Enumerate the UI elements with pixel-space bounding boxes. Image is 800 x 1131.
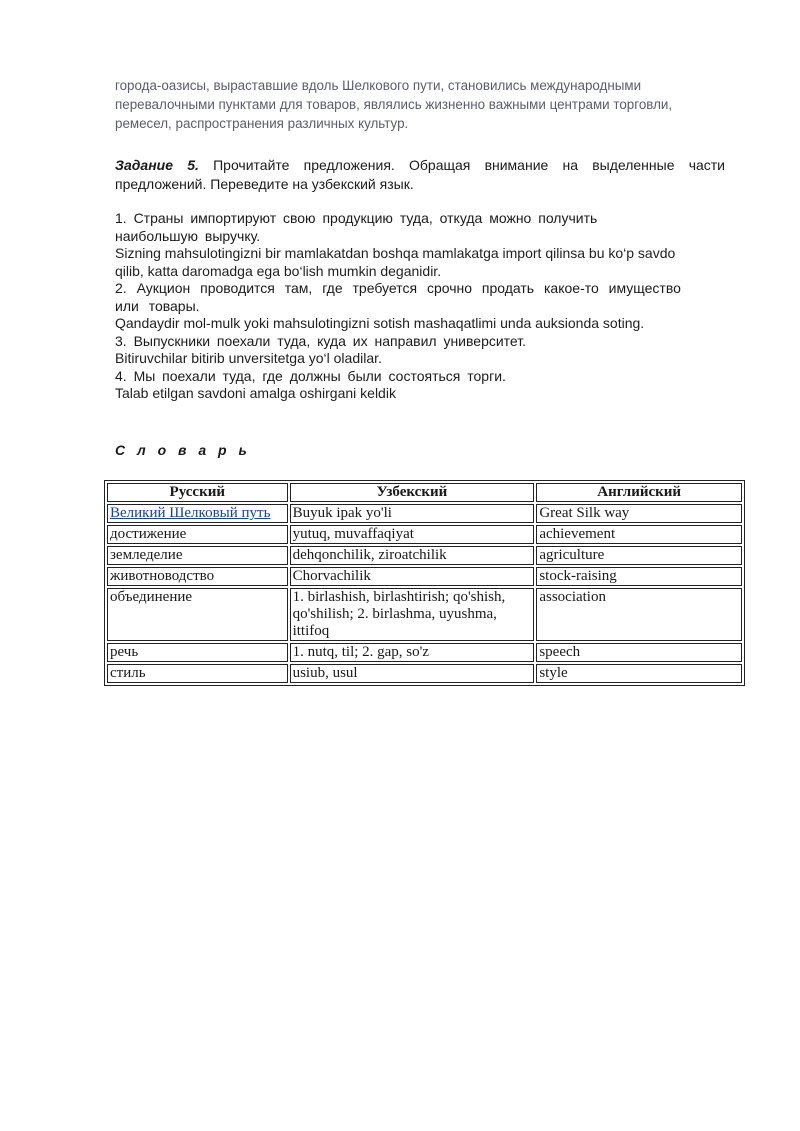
cell-russian: стиль (107, 664, 288, 683)
table-row (107, 588, 742, 641)
cell-uzbek: yutuq, muvaffaqiyat (290, 525, 535, 544)
table-row (107, 504, 742, 523)
table-row (107, 567, 742, 586)
vocabulary-table (104, 480, 745, 686)
cell-english: achievement (536, 525, 742, 544)
cell-english: agriculture (536, 546, 742, 565)
cell-russian[interactable] (107, 504, 288, 523)
column-header-english: Английский (536, 483, 742, 502)
cell-russian: животноводство (107, 567, 288, 586)
table-row (107, 643, 742, 662)
cell-english: stock-raising (536, 567, 742, 586)
table-row (107, 664, 742, 683)
task-heading (115, 156, 725, 194)
table-header-row (107, 483, 742, 502)
cell-english: speech (536, 643, 742, 662)
table-row (107, 525, 742, 544)
cell-uzbek: 1. nutq, til; 2. gap, so'z (290, 643, 535, 662)
intro-line: города-оазисы, выраставшие вдоль Шелкового пути, становились международными (115, 78, 642, 93)
sentence-1-uz-line-2: qilib, katta daromadga ega bo‘lish mumkin deganidir. (115, 262, 442, 279)
task-text: Прочитайте предложения. Обращая внимание на выделенные части предложений. Переведите на узбекский язык. (115, 157, 725, 192)
cell-english: association (536, 588, 742, 641)
cell-russian: речь (107, 643, 288, 662)
cell-uzbek: 1. birlashish, birlashtirish; qo'shish, qo'shilish; 2. birlashma, uyushma, ittifoq (290, 588, 535, 641)
cell-uzbek: usiub, usul (290, 664, 535, 683)
term-link[interactable]: Великий Шелковый путь (110, 505, 271, 521)
intro-line: ремесел, распространения различных культур. (115, 116, 409, 131)
cell-russian: земледелие (107, 546, 288, 565)
task-label: Задание 5. (115, 157, 199, 173)
intro-line: перевалочными пунктами для товаров, являлись жизненно важными центрами торговли, (115, 97, 673, 112)
sentence-2-uz: Qandaydir mol-mulk yoki mahsulotingizni sotish mashaqatlimi unda auksionda soting. (115, 315, 645, 331)
cell-uzbek: Buyuk ipak yo'li (290, 504, 535, 523)
cell-russian: достижение (107, 525, 288, 544)
sentence-4-ru: 4. Мы поехали туда, где должны были состояться торги. (115, 367, 506, 384)
cell-english: style (536, 664, 742, 683)
sentence-1-ru-line-2: наибольшую выручку. (115, 227, 261, 244)
sentence-3-ru: 3. Выпускники поехали туда, куда их направил университет. (115, 332, 527, 349)
cell-uzbek: Chorvachilik (290, 567, 535, 586)
table-row (107, 546, 742, 565)
sentence-list (115, 210, 740, 403)
sentence-4-uz: Talab etilgan savdoni amalga oshirgani keldik (115, 385, 396, 401)
cell-uzbek: dehqonchilik, ziroatchilik (290, 546, 535, 565)
sentence-3-uz: Bitiruvchilar bitirib unversitetga yo‘l oladilar. (115, 350, 382, 366)
intro-paragraph (115, 76, 735, 133)
cell-english: Great Silk way (536, 504, 742, 523)
column-header-russian: Русский (107, 483, 288, 502)
cell-russian: объединение (107, 588, 288, 641)
column-header-uzbek: Узбекский (290, 483, 535, 502)
vocabulary-title: С л о в а р ь (115, 442, 251, 458)
sentence-1-ru-line-1: 1. Страны импортируют свою продукцию туда, откуда можно получить (115, 210, 598, 226)
sentence-1-uz-line-1: Sizning mahsulotingizni bir mamlakatdan boshqa mamlakatga import qilinsa bu ko‘p savdo (115, 245, 676, 261)
sentence-2-ru: 2. Аукцион проводится там, где требуется срочно продать какое-то имущество или товары. (115, 280, 681, 314)
